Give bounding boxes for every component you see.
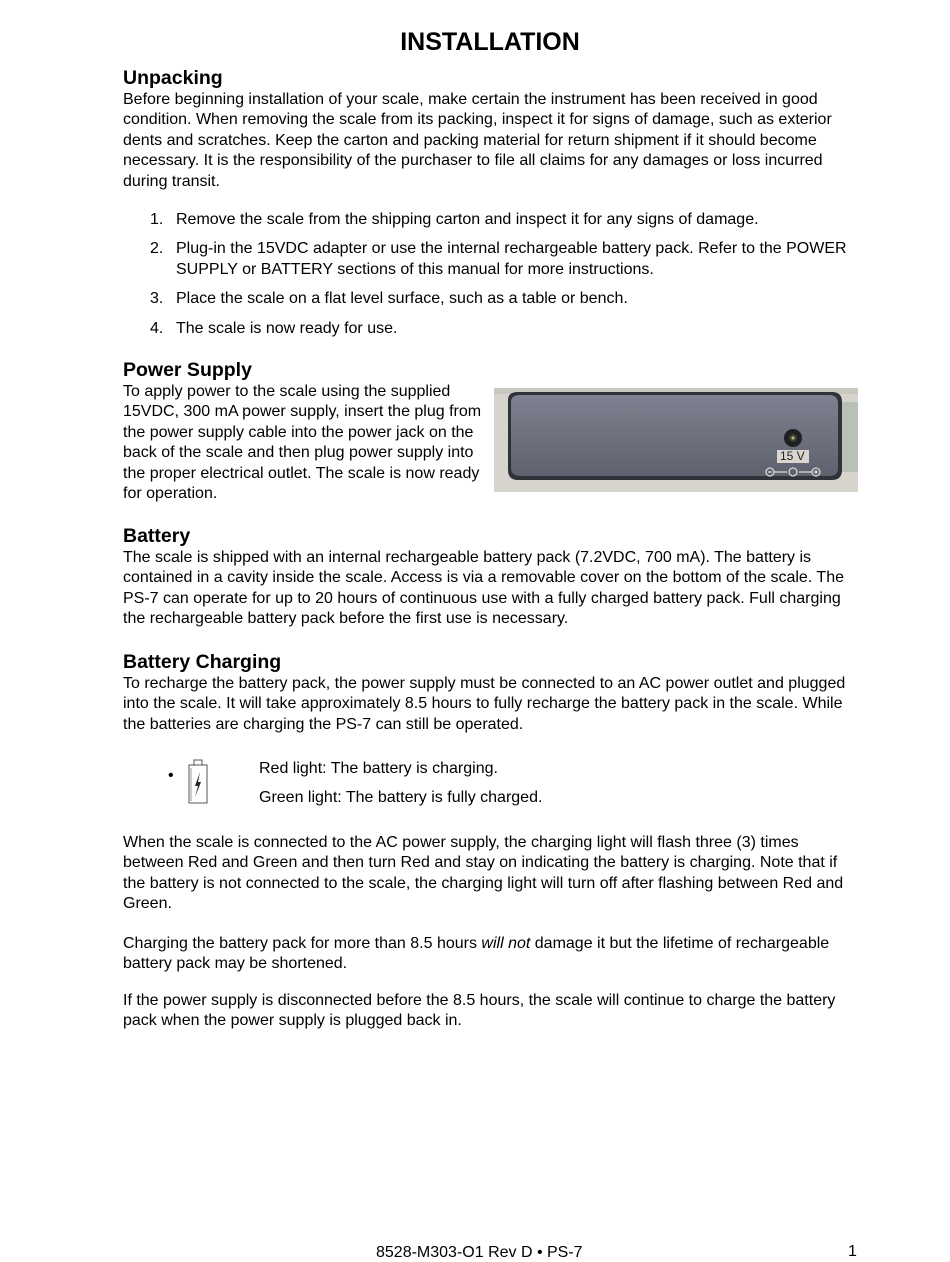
battery-charging-section <box>123 650 863 735</box>
list-item <box>123 239 863 280</box>
list-item <box>123 319 863 339</box>
power-supply-body: To apply power to the scale using the supplied 15VDC, 300 mA power supply, insert the plug from the power supply cable into the power jack on the back of the scale and then plug power supply into the proper electrical outlet. The scale is now ready for operation. <box>123 383 482 503</box>
charging-lights-legend <box>123 759 863 811</box>
unpacking-body: Before beginning installation of your scale, make certain the instrument has been received in good condition. When removing the scale from its packing, inspect it for signs of damage, such as exterior dents and scratches. Keep the carton and packing material for return shipment if it should become necessary. It is the responsibility of the purchaser to file all claims for any damages or loss incurred during transit. <box>123 91 832 190</box>
battery-heading: Battery <box>123 525 191 547</box>
step-text: The scale is now ready for use. <box>176 319 398 337</box>
unpacking-heading: Unpacking <box>123 67 223 89</box>
step-text: Plug-in the 15VDC adapter or use the internal rechargeable battery pack. Refer to the POWER SUPPLY or BATTERY sections of this manual for more instructions. <box>176 240 847 278</box>
step-number: 4. <box>150 319 164 337</box>
page-number: 1 <box>848 1243 857 1260</box>
step-text: Remove the scale from the shipping carton and inspect it for any signs of damage. <box>176 211 759 228</box>
power-jack-photo <box>494 388 858 492</box>
unpacking-section <box>123 66 863 192</box>
bullet: • <box>168 767 174 784</box>
list-item <box>123 289 863 309</box>
battery-body: The scale is shipped with an internal rechargeable battery pack (7.2VDC, 700 mA). The battery is contained in a cavity inside the scale. Access is via a removable cover on the bottom of the scale. The PS-7 can operate for up to 20 hours of continuous use with a fully charged battery pack. Full charging the rechargeable battery pack before the first use is necessary. <box>123 549 844 628</box>
battery-charging-icon <box>187 759 209 810</box>
overcharge-text-end: damage it but the lifetime of rechargeable battery pack may be shortened. <box>123 935 830 973</box>
step-number: 1. <box>150 211 164 228</box>
step-number: 3. <box>150 290 164 308</box>
overcharge-text-start: Charging the battery pack for more than 8.5 hours <box>123 935 482 952</box>
battery-section <box>123 524 863 630</box>
battery-charging-body: To recharge the battery pack, the power supply must be connected to an AC power outlet and plugged into the scale. It will take approximately 8.5 hours to fully recharge the battery pack in the scale. While the batteries are charging the PS-7 can still be operated. <box>123 675 846 733</box>
battery-charging-heading: Battery Charging <box>123 651 282 673</box>
overcharge-paragraph <box>123 934 863 975</box>
red-light-description: Red light: The battery is charging. <box>259 760 498 777</box>
step-text: Place the scale on a flat level surface, such as a table or bench. <box>176 290 628 308</box>
list-item <box>123 210 863 230</box>
green-light-description: Green light: The battery is fully charged. <box>259 789 543 806</box>
charging-light-paragraph: When the scale is connected to the AC power supply, the charging light will flash three (3) times between Red and Green and then turn Red and stay on indicating the battery is charging. Note that if the battery is not connected to the scale, the charging light will turn off after flashing between Red and Green. <box>123 834 844 913</box>
footer-document-reference: 8528-M303-O1 Rev D • PS-7 <box>376 1244 583 1261</box>
jack-voltage-label: 15 V <box>780 449 805 463</box>
step-number: 2. <box>150 240 164 258</box>
disconnect-paragraph: If the power supply is disconnected before the 8.5 hours, the scale will continue to charge the battery pack when the power supply is plugged back in. <box>123 992 836 1030</box>
overcharge-emphasis: will not <box>481 935 531 952</box>
power-jack-illustration <box>494 388 858 492</box>
unpacking-steps <box>123 210 863 348</box>
power-supply-heading: Power Supply <box>123 359 252 381</box>
page-title: INSTALLATION <box>400 28 580 56</box>
